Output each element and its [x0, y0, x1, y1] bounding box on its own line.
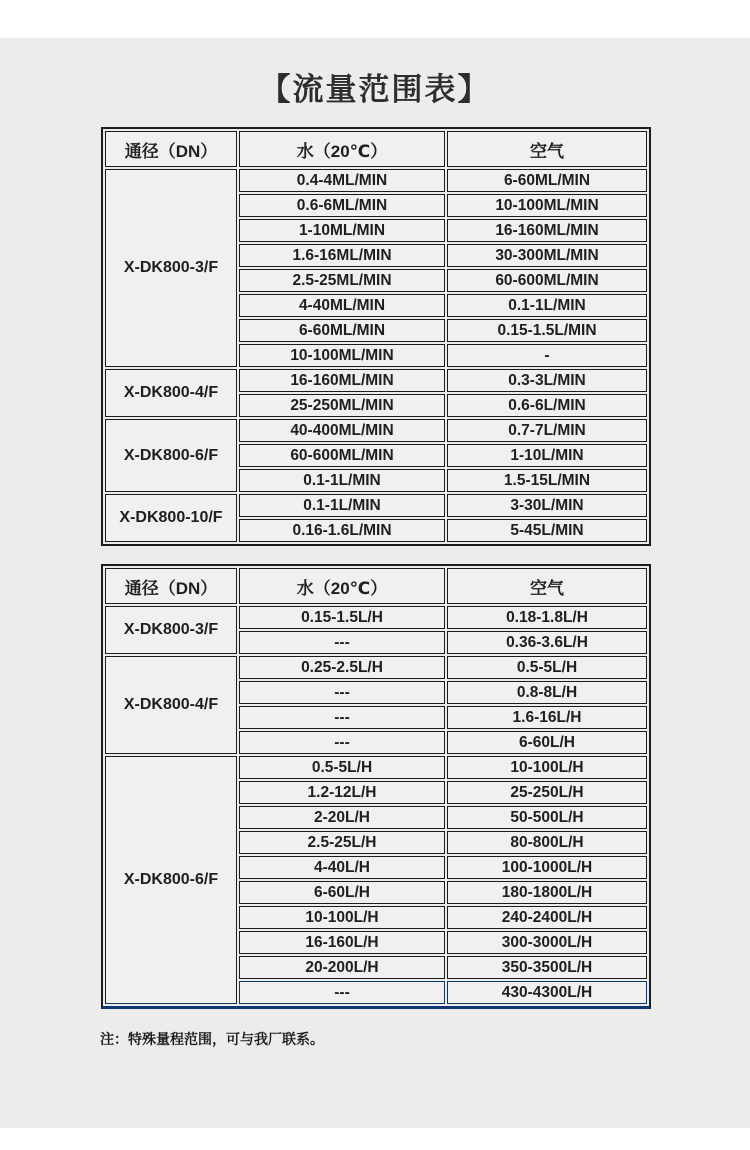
- water-value-cell: 1.6-16ML/MIN: [239, 244, 445, 267]
- water-value-cell: 25-250ML/MIN: [239, 394, 445, 417]
- water-value-cell: 1.2-12L/H: [239, 781, 445, 804]
- air-value-cell: 240-2400L/H: [447, 906, 647, 929]
- water-value-cell: 10-100ML/MIN: [239, 344, 445, 367]
- air-value-cell: 10-100L/H: [447, 756, 647, 779]
- water-value-cell: 0.1-1L/MIN: [239, 494, 445, 517]
- water-value-cell: 40-400ML/MIN: [239, 419, 445, 442]
- table-row: [105, 756, 647, 779]
- air-value-cell: 60-600ML/MIN: [447, 269, 647, 292]
- dn-cell: X-DK800-3/F: [105, 606, 237, 654]
- table-row: [105, 169, 647, 192]
- air-value-cell: 180-1800L/H: [447, 881, 647, 904]
- water-value-cell: 0.16-1.6L/MIN: [239, 519, 445, 542]
- air-value-cell: 1.5-15L/MIN: [447, 469, 647, 492]
- water-value-cell: 4-40ML/MIN: [239, 294, 445, 317]
- air-value-cell: 1.6-16L/H: [447, 706, 647, 729]
- dn-cell: X-DK800-6/F: [105, 419, 237, 492]
- header-row: [105, 568, 647, 604]
- water-value-cell: 1-10ML/MIN: [239, 219, 445, 242]
- table-row: [105, 494, 647, 517]
- air-value-cell: 6-60ML/MIN: [447, 169, 647, 192]
- air-value-cell: 6-60L/H: [447, 731, 647, 754]
- air-value-cell: 0.18-1.8L/H: [447, 606, 647, 629]
- col-header-air: 空气: [447, 131, 647, 167]
- air-value-cell: 3-30L/MIN: [447, 494, 647, 517]
- water-value-cell: 0.5-5L/H: [239, 756, 445, 779]
- dn-cell: X-DK800-3/F: [105, 169, 237, 367]
- air-value-cell: 0.1-1L/MIN: [447, 294, 647, 317]
- water-value-cell: 20-200L/H: [239, 956, 445, 979]
- col-header-dn: 通径（DN）: [105, 568, 237, 604]
- dn-cell: X-DK800-4/F: [105, 369, 237, 417]
- table-row: [105, 419, 647, 442]
- water-value-cell: ---: [239, 631, 445, 654]
- content-panel: [0, 38, 750, 1128]
- flow-range-table-l-h: [101, 564, 651, 1009]
- dn-cell: X-DK800-10/F: [105, 494, 237, 542]
- air-value-cell: 0.5-5L/H: [447, 656, 647, 679]
- water-value-cell: 2-20L/H: [239, 806, 445, 829]
- table-row: [105, 656, 647, 679]
- water-value-cell: 0.25-2.5L/H: [239, 656, 445, 679]
- flow-range-table-ml-min: [101, 127, 651, 546]
- air-value-cell: 50-500L/H: [447, 806, 647, 829]
- water-value-cell: 6-60L/H: [239, 881, 445, 904]
- air-value-cell: 1-10L/MIN: [447, 444, 647, 467]
- water-value-cell: 2.5-25ML/MIN: [239, 269, 445, 292]
- col-header-dn: 通径（DN）: [105, 131, 237, 167]
- col-header-water: 水（20℃）: [239, 131, 445, 167]
- air-value-cell: 0.36-3.6L/H: [447, 631, 647, 654]
- air-value-cell: 5-45L/MIN: [447, 519, 647, 542]
- water-value-cell: 0.1-1L/MIN: [239, 469, 445, 492]
- dn-cell: X-DK800-4/F: [105, 656, 237, 754]
- header-row: [105, 131, 647, 167]
- air-value-cell: 350-3500L/H: [447, 956, 647, 979]
- air-value-cell: -: [447, 344, 647, 367]
- page-title: 【流量范围表】: [259, 72, 491, 107]
- air-value-cell: 0.7-7L/MIN: [447, 419, 647, 442]
- air-value-cell: 430-4300L/H: [447, 981, 647, 1004]
- air-value-cell: 0.6-6L/MIN: [447, 394, 647, 417]
- dn-cell: X-DK800-6/F: [105, 756, 237, 1004]
- air-value-cell: 0.15-1.5L/MIN: [447, 319, 647, 342]
- water-value-cell: ---: [239, 681, 445, 704]
- air-value-cell: 10-100ML/MIN: [447, 194, 647, 217]
- air-value-cell: 0.8-8L/H: [447, 681, 647, 704]
- water-value-cell: ---: [239, 706, 445, 729]
- water-value-cell: 0.15-1.5L/H: [239, 606, 445, 629]
- water-value-cell: 6-60ML/MIN: [239, 319, 445, 342]
- air-value-cell: 25-250L/H: [447, 781, 647, 804]
- water-value-cell: 0.4-4ML/MIN: [239, 169, 445, 192]
- col-header-water: 水（20℃）: [239, 568, 445, 604]
- table-row: [105, 606, 647, 629]
- water-value-cell: 0.6-6ML/MIN: [239, 194, 445, 217]
- water-value-cell: 16-160L/H: [239, 931, 445, 954]
- water-value-cell: 2.5-25L/H: [239, 831, 445, 854]
- water-value-cell: 4-40L/H: [239, 856, 445, 879]
- water-value-cell: 60-600ML/MIN: [239, 444, 445, 467]
- air-value-cell: 80-800L/H: [447, 831, 647, 854]
- water-value-cell: ---: [239, 731, 445, 754]
- air-value-cell: 100-1000L/H: [447, 856, 647, 879]
- water-value-cell: 16-160ML/MIN: [239, 369, 445, 392]
- table-row: [105, 369, 647, 392]
- air-value-cell: 16-160ML/MIN: [447, 219, 647, 242]
- water-value-cell: 10-100L/H: [239, 906, 445, 929]
- air-value-cell: 30-300ML/MIN: [447, 244, 647, 267]
- col-header-air: 空气: [447, 568, 647, 604]
- water-value-cell: ---: [239, 981, 445, 1004]
- footnote: 注：特殊量程范围，可与我厂联系。: [100, 1031, 324, 1047]
- air-value-cell: 0.3-3L/MIN: [447, 369, 647, 392]
- air-value-cell: 300-3000L/H: [447, 931, 647, 954]
